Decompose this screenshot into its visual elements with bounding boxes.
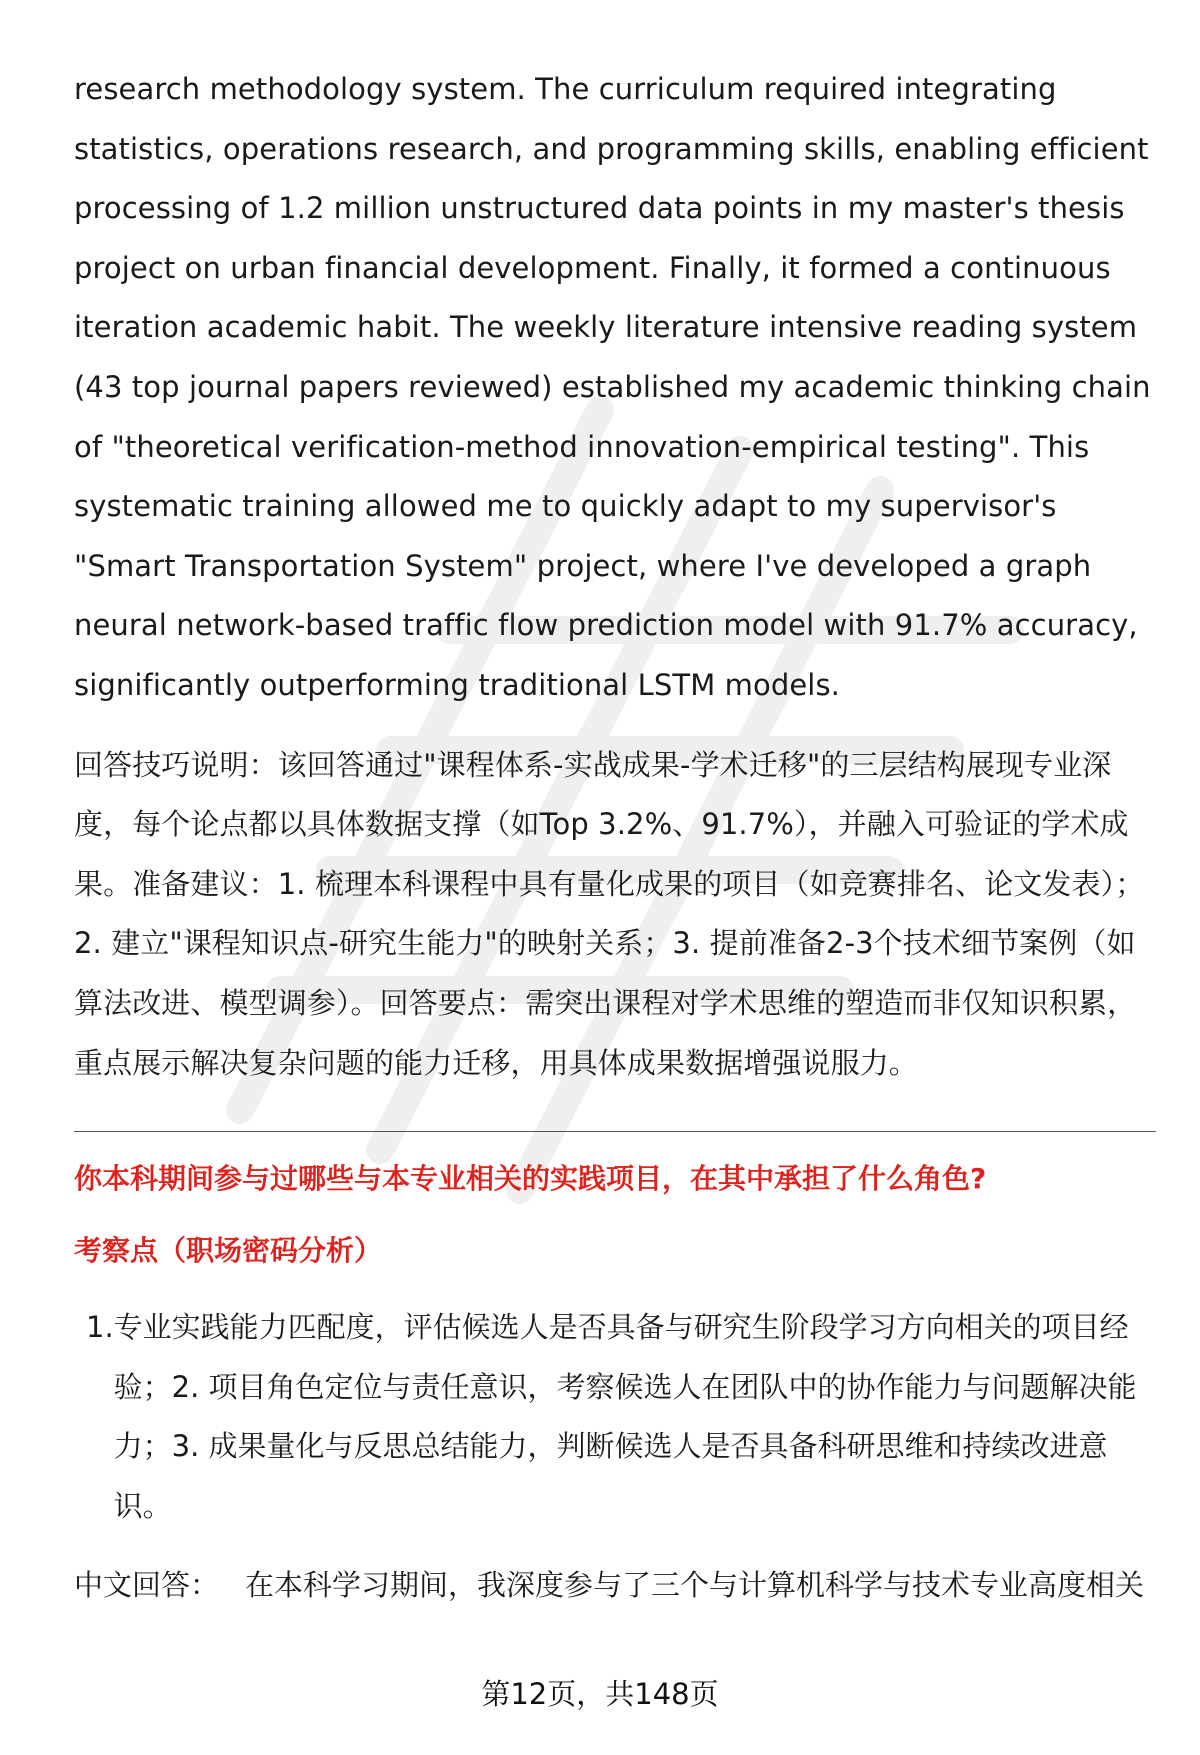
list-item [74, 1298, 1156, 1536]
english-answer-paragraph: research methodology system. The curriculum required integrating statistics, operations research, and programming skills, enabling efficient processing of 1.2 million unstructured data points in my master's thesis project on urban financial development. Finally, it formed a continuous iteration academic habit. The weekly literature intensive reading system (43 top journal papers reviewed) established my academic thinking chain of "theoretical verification-method innovation-empirical testing". This systematic training allowed me to quickly adapt to my supervisor's "Smart Transportation System" project, where I've developed a graph neural network-based traffic flow prediction model with 91.7% accuracy, significantly outperforming traditional LSTM models. [74, 72, 1151, 702]
chinese-answer-line [74, 1556, 1156, 1616]
tips-paragraph: 回答技巧说明：该回答通过"课程体系-实战成果-学术迁移"的三层结构展现专业深度，每个论点都以具体数据支撑（如Top 3.2%、91.7%），并融入可验证的学术成果。准备建议：1. 梳理本科课程中具有量化成果的项目（如竞赛排名、论文发表）；2. 建立"课程知识点-研究生能力"的映射关系；3. 提前准备2-3个技术细节案例（如算法改进、模型调参）。回答要点：需突出课程对学术思维的塑造而非仅知识积累，重点展示解决复杂问题的能力迁移，用具体成果数据增强说服力。 [74, 747, 1145, 1080]
assessment-heading: 考察点（职场密码分析） [74, 1234, 383, 1268]
answer-label: 中文回答： [74, 1568, 220, 1603]
content-area [74, 60, 1156, 1616]
list-item-text: 专业实践能力匹配度，评估候选人是否具备与研究生阶段学习方向相关的项目经验；2. 项目角色定位与责任意识，考察候选人在团队中的协作能力与问题解决能力；3. 成果量化与反思总结能力，判断候选人是否具备科研思维和持续改进意识。 [113, 1310, 1137, 1523]
answer-text: 在本科学习期间，我深度参与了三个与计算机科学与技术专业高度相关 [245, 1568, 1145, 1603]
section-divider [74, 1131, 1156, 1132]
question-heading: 你本科期间参与过哪些与本专业相关的实践项目，在其中承担了什么角色? [74, 1162, 987, 1196]
assessment-list [74, 1298, 1156, 1536]
page-number: 第12页，共148页 [481, 1677, 719, 1711]
list-item-number: 1. [86, 1310, 114, 1345]
